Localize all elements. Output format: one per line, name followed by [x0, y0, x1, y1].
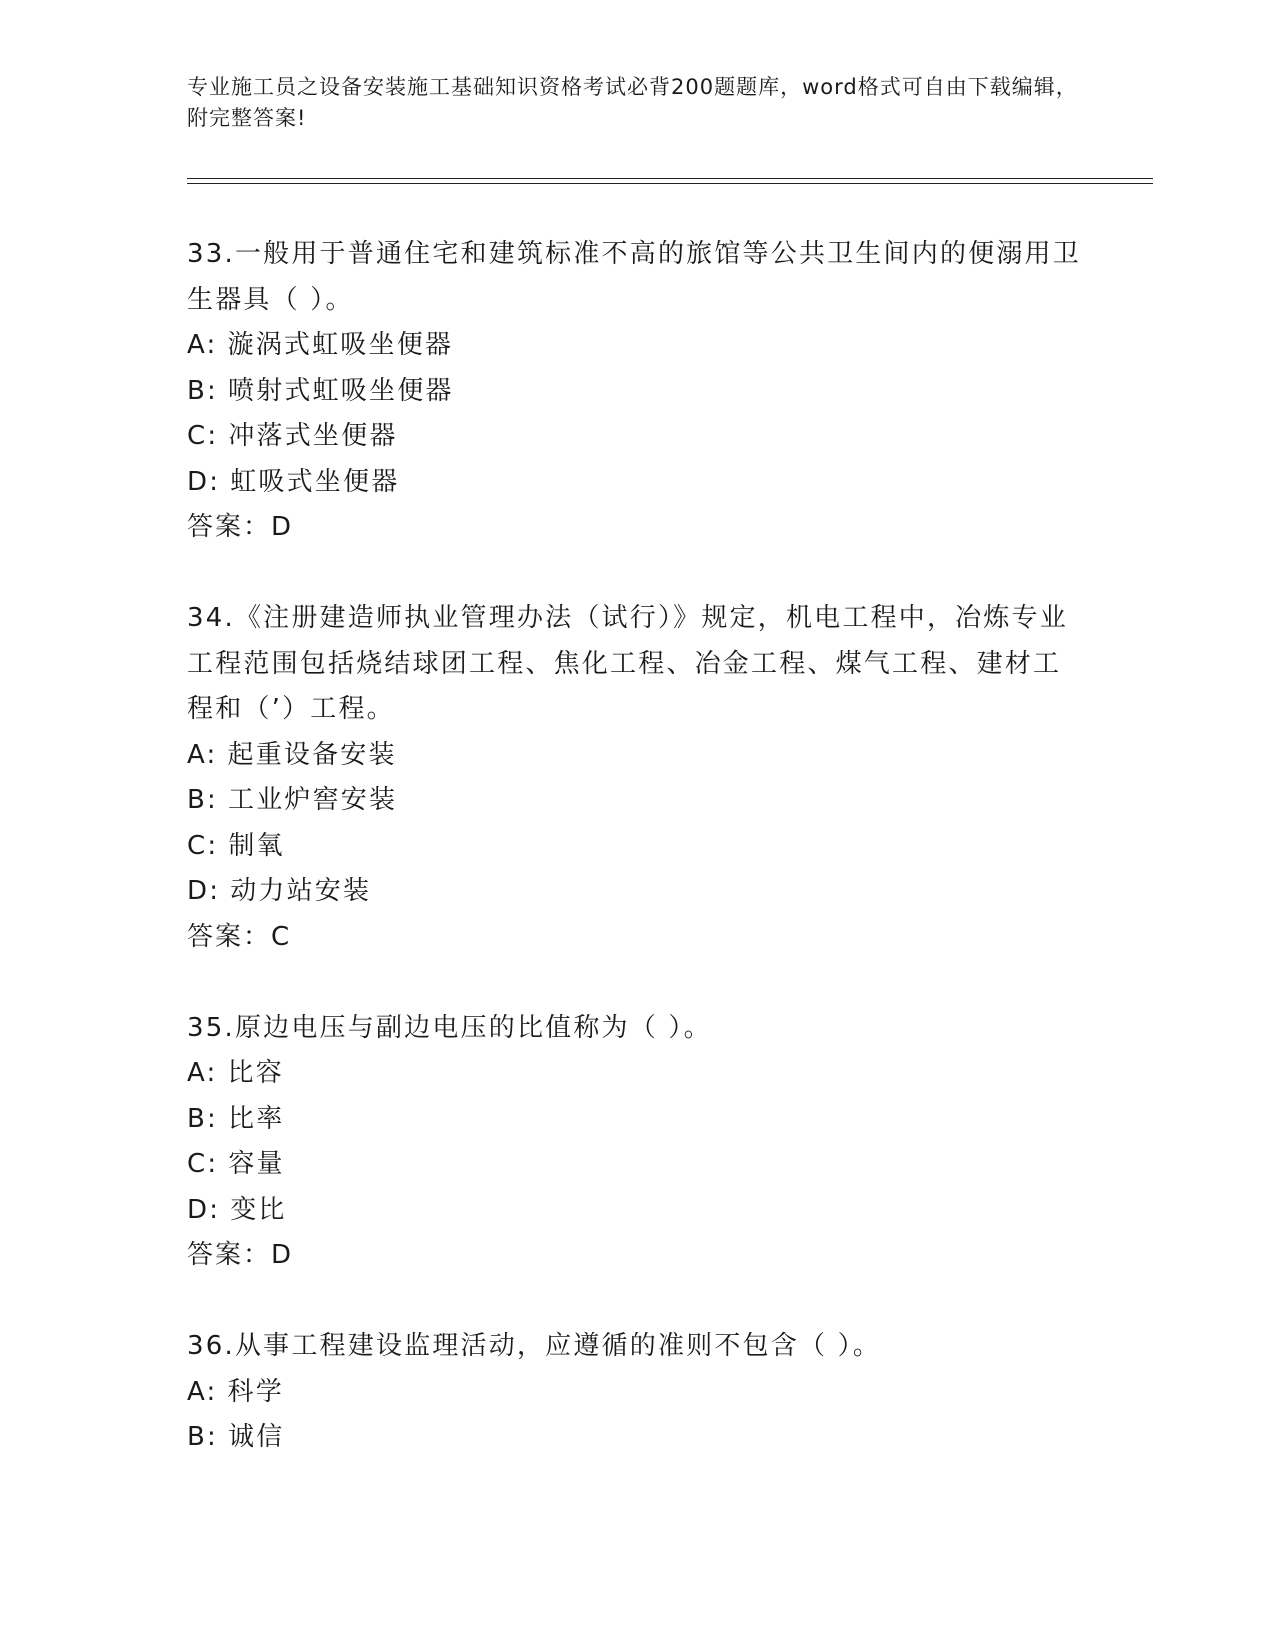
- option-letter: A:: [187, 739, 218, 770]
- option-c: [187, 414, 1087, 460]
- option-d: [187, 460, 1087, 506]
- option-letter: B:: [187, 375, 218, 406]
- option-text: 科学: [227, 1376, 284, 1407]
- question-35: [187, 1006, 1087, 1279]
- option-text: 起重设备安装: [227, 739, 397, 770]
- header-divider-top: [187, 178, 1153, 179]
- option-letter: B:: [187, 1103, 218, 1134]
- option-text: 诚信: [228, 1422, 285, 1452]
- question-spacer: [187, 551, 1087, 597]
- option-letter: C:: [187, 421, 219, 451]
- question-text: 33.一般用于普通住宅和建筑标准不高的旅馆等公共卫生间内的便溺用卫生器具（ ）。: [187, 239, 1081, 315]
- option-d: [187, 1188, 1087, 1234]
- option-text: 冲落式坐便器: [228, 421, 398, 451]
- option-letter: D:: [187, 1194, 221, 1225]
- answer-line: 答案：D: [187, 1240, 294, 1270]
- option-text: 比容: [227, 1058, 284, 1088]
- question-list: [187, 232, 1087, 1461]
- option-c: [187, 1142, 1087, 1188]
- option-b: [187, 1097, 1087, 1143]
- option-text: 漩涡式虹吸坐便器: [227, 330, 454, 360]
- question-text: 34.《注册建造师执业管理办法（试行）》规定，机电工程中，冶炼专业工程范围包括烧结球团工程、焦化工程、冶金工程、煤气工程、建材工程和（’）工程。: [187, 603, 1068, 724]
- option-b: [187, 1415, 1087, 1461]
- option-letter: C:: [187, 1149, 219, 1179]
- option-b: [187, 778, 1087, 824]
- option-a: [187, 733, 1087, 779]
- answer-line: 答案：D: [187, 512, 294, 542]
- question-36: [187, 1324, 1087, 1461]
- option-text: 容量: [228, 1149, 285, 1179]
- option-text: 虹吸式坐便器: [230, 466, 400, 497]
- option-text: 制氧: [228, 830, 285, 861]
- option-d: [187, 869, 1087, 915]
- option-text: 工业炉窖安装: [228, 785, 398, 815]
- question-text: 35.原边电压与副边电压的比值称为（ ）。: [187, 1012, 712, 1043]
- option-letter: A:: [187, 330, 218, 360]
- option-letter: C:: [187, 830, 219, 861]
- option-text: 喷射式虹吸坐便器: [228, 375, 454, 406]
- option-text: 变比: [230, 1194, 287, 1225]
- option-text: 动力站安装: [230, 876, 372, 906]
- option-b: [187, 369, 1087, 415]
- option-a: [187, 323, 1087, 369]
- option-a: [187, 1051, 1087, 1097]
- document-header: 专业施工员之设备安装施工基础知识资格考试必背200题题库，word格式可自由下载编辑，附完整答案!: [187, 75, 1078, 130]
- option-a: [187, 1370, 1087, 1416]
- header-divider-bottom: [187, 183, 1153, 184]
- option-letter: D:: [187, 876, 221, 906]
- question-spacer: [187, 1279, 1087, 1325]
- question-34: [187, 596, 1087, 960]
- question-33: [187, 232, 1087, 551]
- answer-line: 答案：C: [187, 921, 292, 952]
- option-letter: B:: [187, 785, 218, 815]
- option-letter: A:: [187, 1376, 218, 1407]
- option-text: 比率: [228, 1103, 285, 1134]
- question-text: 36.从事工程建设监理活动，应遵循的准则不包含（ ）。: [187, 1331, 882, 1361]
- option-letter: A:: [187, 1058, 218, 1088]
- option-c: [187, 824, 1087, 870]
- question-spacer: [187, 960, 1087, 1006]
- option-letter: D:: [187, 466, 221, 497]
- option-letter: B:: [187, 1422, 218, 1452]
